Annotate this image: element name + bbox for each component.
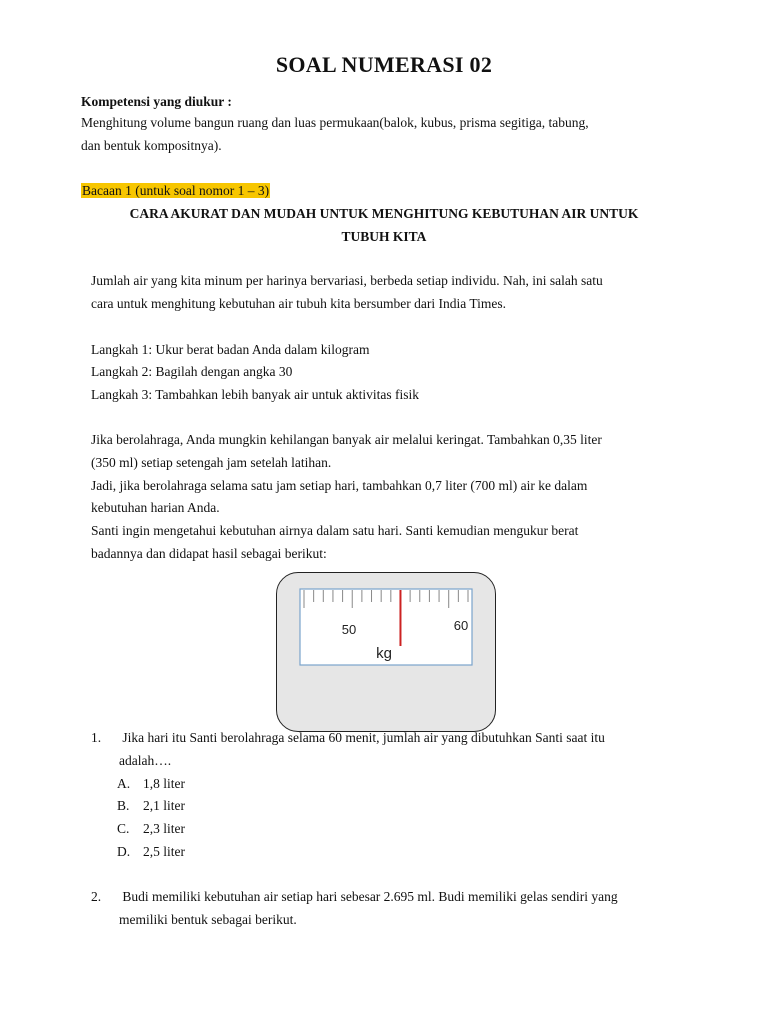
option-d-letter: D.: [117, 844, 131, 859]
option-a-letter: A.: [117, 776, 131, 791]
reading-heading-line-1: CARA AKURAT DAN MUDAH UNTUK MENGHITUNG KEBUTUHAN AIR UNTUK: [129, 206, 639, 221]
kompetensi-label: Kompetensi yang diukur :: [81, 94, 232, 109]
body-line-4: kebutuhan harian Anda.: [91, 500, 220, 515]
question-1-line-1: Jika hari itu Santi berolahraga selama 60 menit, jumlah air yang dibutuhkan Santi saat itu: [122, 730, 605, 745]
body-line-2: (350 ml) setiap setengah jam setelah latihan.: [91, 455, 332, 470]
reading-heading-line-2: TUBUH KITA: [341, 229, 427, 244]
question-2-line-2: memiliki bentuk sebagai berikut.: [119, 912, 297, 927]
weighing-scale: [276, 572, 496, 732]
bacaan-label-row: [81, 179, 270, 202]
scale-label-60: 60: [453, 618, 469, 633]
kompetensi-line-2: dan bentuk kompositnya).: [81, 138, 222, 153]
step-1: Langkah 1: Ukur berat badan Anda dalam kilogram: [91, 342, 370, 357]
option-c-text: 2,3 liter: [143, 821, 185, 836]
step-3: Langkah 3: Tambahkan lebih banyak air untuk aktivitas fisik: [91, 387, 419, 402]
body-line-6: badannya dan didapat hasil sebagai berikut:: [91, 546, 327, 561]
scale-dial-svg: [276, 572, 496, 732]
page-title: SOAL NUMERASI 02: [275, 52, 493, 77]
question-1-line-2: adalah….: [119, 753, 172, 768]
option-d-text: 2,5 liter: [143, 844, 185, 859]
option-a-text: 1,8 liter: [143, 776, 185, 791]
body-line-1: Jika berolahraga, Anda mungkin kehilangan banyak air melalui keringat. Tambahkan 0,35 liter: [91, 432, 602, 447]
option-b-text: 2,1 liter: [143, 798, 185, 813]
intro-line-2: cara untuk menghitung kebutuhan air tubuh kita bersumber dari India Times.: [91, 296, 507, 311]
option-d[interactable]: [117, 840, 185, 863]
question-1-number: 1.: [91, 730, 102, 745]
intro-line-1: Jumlah air yang kita minum per harinya bervariasi, berbeda setiap individu. Nah, ini salah satu: [91, 273, 603, 288]
question-2-line-1: Budi memiliki kebutuhan air setiap hari sebesar 2.695 ml. Budi memiliki gelas sendiri yang: [122, 889, 618, 904]
question-2-number: 2.: [91, 889, 102, 904]
option-a[interactable]: [117, 772, 185, 795]
question-1: [91, 726, 605, 749]
body-line-5: Santi ingin mengetahui kebutuhan airnya dalam satu hari. Santi kemudian mengukur berat: [91, 523, 579, 538]
option-b[interactable]: [117, 794, 185, 817]
option-c[interactable]: [117, 817, 185, 840]
body-line-3: Jadi, jika berolahraga selama satu jam setiap hari, tambahkan 0,7 liter (700 ml) air ke dalam: [91, 478, 588, 493]
question-2: [91, 885, 618, 908]
bacaan-label: Bacaan 1 (untuk soal nomor 1 – 3): [82, 183, 270, 198]
option-c-letter: C.: [117, 821, 130, 836]
step-2: Langkah 2: Bagilah dengan angka 30: [91, 364, 293, 379]
option-b-letter: B.: [117, 798, 130, 813]
kompetensi-line-1: Menghitung volume bangun ruang dan luas permukaan(balok, kubus, prisma segitiga, tabung,: [81, 115, 589, 130]
scale-unit: kg: [376, 645, 392, 662]
scale-label-50: 50: [341, 622, 357, 637]
